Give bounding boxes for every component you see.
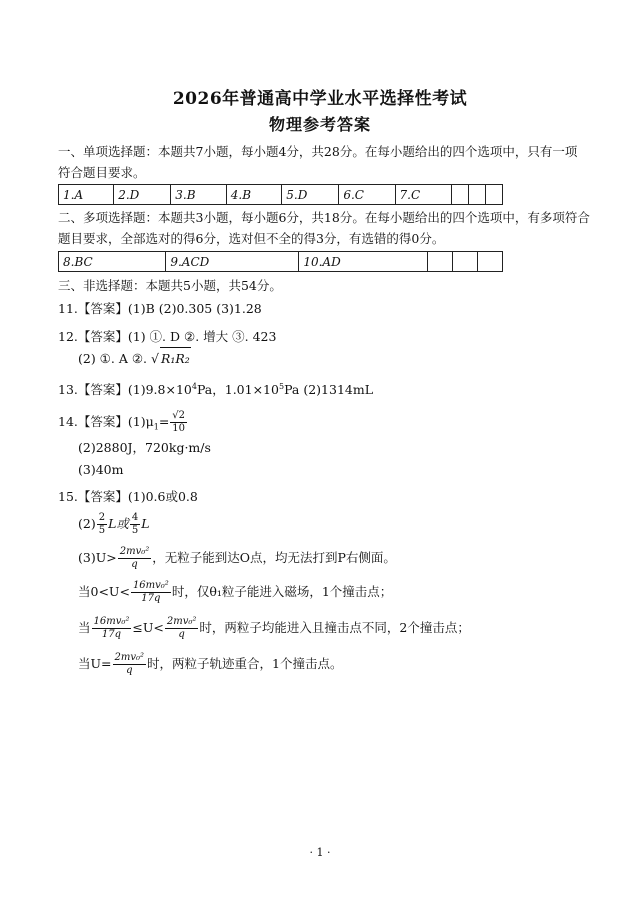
page-number: · 1 · — [309, 846, 331, 859]
answer-q14-subscript: 1 — [153, 422, 159, 432]
answer-q15-l3-fraction — [118, 546, 152, 571]
fraction-numerator: 4 — [131, 512, 139, 523]
fraction-denominator: 17q — [141, 593, 161, 604]
answer-q15-l6-text: 时，两粒子轨迹重合，1个撞击点。 — [147, 656, 343, 671]
answer-q15-l6-prefix: 当U= — [78, 656, 112, 671]
answer-q15-l2-middle: L或 — [108, 516, 129, 531]
fraction-denominator: 17q — [101, 629, 122, 640]
answer-q15-l2-prefix: (2) — [78, 516, 96, 531]
answer-q12-line2 — [78, 347, 191, 370]
answer-cell: 5.D — [282, 185, 339, 205]
fraction-numerator: 16mv₀² — [132, 580, 169, 591]
answer-q13-part-b: Pa，1.01×10 — [196, 382, 279, 398]
answer-q15-line3 — [78, 544, 396, 572]
answer-cell — [428, 252, 453, 272]
answer-cell: 6.C — [339, 185, 395, 205]
answer-cell: 8.BC — [59, 252, 166, 272]
section3-heading: 三、非选择题：本题共5小题，共54分。 — [58, 278, 282, 293]
answer-q15-line5 — [78, 614, 470, 642]
fraction-numerator: √2 — [172, 410, 186, 421]
answer-q15-l2-suffix: L — [141, 516, 150, 531]
answer-q12-line2-text: (2) ①. A ②. — [78, 351, 151, 366]
answer-q15-l4-text: 时，仅θ₁粒子能进入磁场，1个撞击点； — [171, 584, 393, 599]
fraction-denominator: 10 — [172, 423, 186, 434]
fraction-numerator: 2 — [98, 512, 106, 523]
answer-q14-equals: = — [158, 414, 170, 429]
fraction-denominator: 5 — [98, 525, 106, 536]
answer-q12-line1: 12.【答案】(1) ①. D ②. 增大 ③. 423 — [58, 329, 277, 344]
answer-q13-exponent-2: 5 — [278, 382, 285, 391]
answer-q15-line6 — [78, 650, 343, 678]
answer-q15-l5-text: 时，两粒子均能进入且撞击点不同，2个撞击点； — [199, 620, 470, 635]
section2-heading-line2: 题目要求，全部选对的得6分，选对但不全的得3分，有选错的得0分。 — [58, 231, 445, 246]
answer-q13-part-a: 13.【答案】(1)9.8×10 — [58, 382, 192, 398]
answer-cell — [451, 185, 468, 205]
answer-q15-l5-prefix: 当 — [78, 620, 91, 635]
answer-q12-sqrt-expr: R₁R₂ — [160, 347, 191, 370]
answer-q13 — [58, 376, 373, 401]
answer-cell: 9.ACD — [166, 252, 299, 272]
answer-q15-line2 — [78, 510, 150, 538]
section1-heading-line2: 符合题目要求。 — [58, 165, 146, 180]
answer-q15-l5-fraction-1 — [92, 616, 132, 641]
answer-cell: 4.B — [226, 185, 282, 205]
answer-q14-line2: (2)2880J，720kg·m/s — [78, 440, 211, 455]
answer-cell: 3.B — [171, 185, 227, 205]
answer-cell: 2.D — [114, 185, 171, 205]
fraction-denominator: q — [131, 559, 138, 570]
answer-cell — [485, 185, 502, 205]
answer-q15-fraction-1 — [97, 512, 107, 537]
answer-q15-l6-fraction — [113, 652, 147, 677]
answer-q15-l5-fraction-2 — [165, 616, 199, 641]
answer-q13-part-c: Pa (2)1314mL — [284, 382, 374, 398]
fraction-numerator: 2mv₀² — [119, 546, 150, 557]
answer-q14-prefix: 14.【答案】(1)μ — [58, 414, 154, 429]
answer-q13-exponent-1: 4 — [191, 382, 197, 391]
answer-q15-l3-prefix: (3)U> — [78, 550, 117, 565]
fraction-numerator: 2mv₀² — [114, 652, 145, 663]
answer-cell — [453, 252, 478, 272]
answer-cell — [468, 185, 485, 205]
exam-subtitle: 物理参考答案 — [268, 115, 371, 134]
fraction-denominator: q — [126, 665, 133, 676]
answer-q11: 11.【答案】(1)B (2)0.305 (3)1.28 — [58, 301, 262, 316]
answer-q15-line4 — [78, 578, 392, 606]
sqrt-symbol: √ — [151, 351, 159, 366]
answer-q15-l3-text: ，无粒子能到达O点，均无法打到P右侧面。 — [152, 550, 396, 565]
answer-cell: 1.A — [59, 185, 114, 205]
exam-title: 2026年普通高中学业水平选择性考试 — [172, 89, 468, 109]
fraction-numerator: 16mv₀² — [93, 616, 130, 627]
section1-heading-line1: 一、单项选择题：本题共7小题，每小题4分，共28分。在每小题给出的四个选项中，只有一项 — [58, 144, 578, 159]
answer-cell: 10.AD — [299, 252, 428, 272]
answer-q15-fraction-2 — [130, 512, 140, 537]
answer-q15-line1: 15.【答案】(1)0.6或0.8 — [58, 489, 198, 504]
section2-heading-line1: 二、多项选择题：本题共3小题，每小题6分，共18分。在每小题给出的四个选项中，有多项符合 — [58, 210, 590, 225]
answer-q14-line3: (3)40m — [78, 462, 124, 477]
fraction-numerator: 2mv₀² — [166, 616, 197, 627]
answer-q15-l4-prefix: 当0<U< — [78, 584, 130, 599]
answer-cell — [477, 252, 502, 272]
table-row — [59, 252, 503, 272]
section2-answer-table — [58, 251, 503, 272]
table-row — [59, 185, 503, 205]
answer-q15-l4-fraction — [131, 580, 171, 605]
answer-q15-l5-middle: ≤U< — [132, 620, 164, 635]
fraction-denominator: 5 — [131, 525, 139, 536]
answer-q14-fraction — [170, 410, 187, 435]
section1-answer-table — [58, 184, 503, 205]
fraction-denominator: q — [178, 629, 185, 640]
answer-cell: 7.C — [395, 185, 451, 205]
